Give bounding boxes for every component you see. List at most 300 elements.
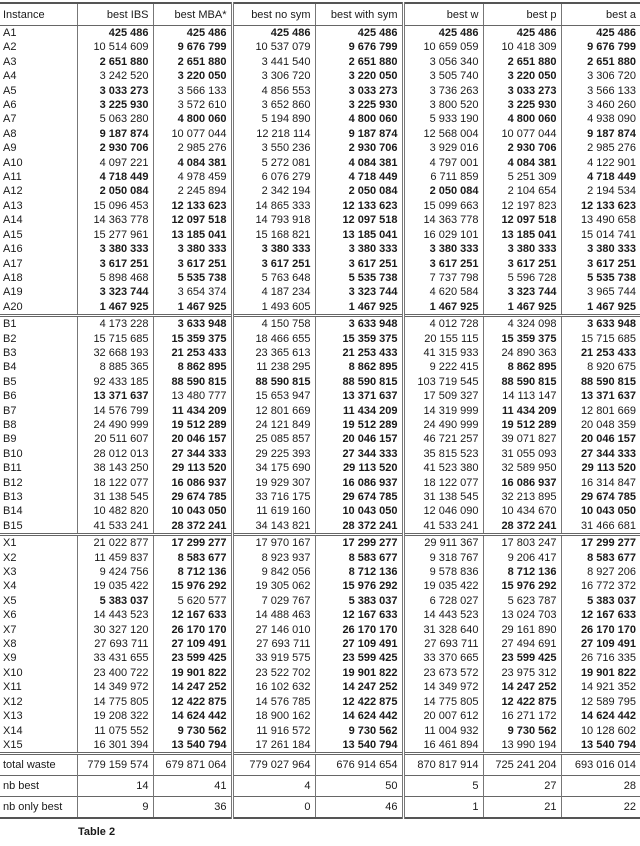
cell-best-ibs: 15 277 961 xyxy=(77,228,153,242)
header-best-ibs: best IBS xyxy=(77,3,153,26)
table-caption: Table 2 xyxy=(78,826,116,838)
cell-best-no-sym: 3 441 540 xyxy=(232,55,315,69)
table-row xyxy=(0,623,640,637)
instance-label: B7 xyxy=(3,404,17,417)
cell-best-ibs: 16 301 394 xyxy=(77,738,153,754)
cell-best-p: 10 418 309 xyxy=(483,40,561,54)
table-row xyxy=(0,709,640,723)
cell-best-w: 5 xyxy=(403,776,483,797)
instance-label: nb only best xyxy=(0,797,77,819)
cell-best-p: 16 271 172 xyxy=(483,709,561,723)
cell-best-with-sym: 13 540 794 xyxy=(315,738,403,754)
cell-best-mba: 12 422 875 xyxy=(153,695,232,709)
cell-best-p: 27 494 691 xyxy=(483,637,561,651)
cell-best-w: 4 797 001 xyxy=(403,156,483,170)
cell-best-p: 5 596 728 xyxy=(483,271,561,285)
cell-best-w: 3 617 251 xyxy=(403,257,483,271)
cell-best-ibs: 24 490 999 xyxy=(77,418,153,432)
table-row xyxy=(0,98,640,112)
instance-label: X12 xyxy=(3,695,23,708)
cell-best-a: 13 490 658 xyxy=(561,213,640,227)
cell-best-mba: 4 800 060 xyxy=(153,112,232,126)
table-row xyxy=(0,346,640,360)
table-row xyxy=(0,375,640,389)
cell-best-no-sym: 3 617 251 xyxy=(232,257,315,271)
cell-best-no-sym: 779 027 964 xyxy=(232,754,315,776)
cell-best-with-sym: 3 323 744 xyxy=(315,285,403,299)
cell-best-a: 27 344 333 xyxy=(561,447,640,461)
cell-best-a: 5 383 037 xyxy=(561,594,640,608)
table-row xyxy=(0,285,640,299)
cell-best-ibs: 8 885 365 xyxy=(77,360,153,374)
cell-best-ibs: 28 012 013 xyxy=(77,447,153,461)
cell-best-a: 20 048 359 xyxy=(561,418,640,432)
cell-best-mba: 4 084 381 xyxy=(153,156,232,170)
cell-best-a: 20 046 157 xyxy=(561,432,640,446)
cell-best-ibs: 425 486 xyxy=(77,26,153,41)
cell-best-with-sym: 4 084 381 xyxy=(315,156,403,170)
summary-row xyxy=(0,797,640,819)
instance-label: A15 xyxy=(3,228,23,241)
cell-best-a: 26 716 335 xyxy=(561,651,640,665)
cell-best-a: 15 715 685 xyxy=(561,332,640,346)
cell-best-w: 5 933 190 xyxy=(403,112,483,126)
table-row xyxy=(0,26,640,41)
table-row xyxy=(0,738,640,754)
cell-best-with-sym: 13 185 041 xyxy=(315,228,403,242)
table-row xyxy=(0,170,640,184)
cell-best-p: 13 024 703 xyxy=(483,608,561,622)
cell-best-a: 9 187 874 xyxy=(561,127,640,141)
cell-best-p: 3 225 930 xyxy=(483,98,561,112)
cell-best-p: 3 323 744 xyxy=(483,285,561,299)
cell-best-with-sym: 11 434 209 xyxy=(315,404,403,418)
cell-best-ibs: 14 363 778 xyxy=(77,213,153,227)
cell-best-p: 39 071 827 xyxy=(483,432,561,446)
cell-best-mba: 4 978 459 xyxy=(153,170,232,184)
cell-best-mba: 12 133 623 xyxy=(153,199,232,213)
cell-best-w: 35 815 523 xyxy=(403,447,483,461)
cell-best-ibs: 9 424 756 xyxy=(77,565,153,579)
cell-best-mba: 2 245 894 xyxy=(153,184,232,198)
cell-best-mba: 14 247 252 xyxy=(153,680,232,694)
cell-best-ibs: 11 075 552 xyxy=(77,724,153,738)
table-row xyxy=(0,156,640,170)
cell-best-ibs: 1 467 925 xyxy=(77,300,153,316)
cell-best-mba: 425 486 xyxy=(153,26,232,41)
cell-best-a: 4 122 901 xyxy=(561,156,640,170)
cell-best-a: 2 985 276 xyxy=(561,141,640,155)
cell-best-a: 9 676 799 xyxy=(561,40,640,54)
cell-best-w: 4 012 728 xyxy=(403,316,483,332)
cell-best-w: 15 099 663 xyxy=(403,199,483,213)
cell-best-a: 12 801 669 xyxy=(561,404,640,418)
cell-best-with-sym: 9 187 874 xyxy=(315,127,403,141)
cell-best-ibs: 14 xyxy=(77,776,153,797)
cell-best-no-sym: 11 619 160 xyxy=(232,504,315,518)
cell-best-a: 21 253 433 xyxy=(561,346,640,360)
cell-best-no-sym: 18 466 655 xyxy=(232,332,315,346)
cell-best-with-sym: 50 xyxy=(315,776,403,797)
instance-label: B2 xyxy=(3,332,17,345)
cell-best-with-sym: 28 372 241 xyxy=(315,519,403,535)
cell-best-p: 15 976 292 xyxy=(483,579,561,593)
instance-label: A4 xyxy=(3,70,17,83)
cell-best-w: 41 523 380 xyxy=(403,461,483,475)
instance-label: X8 xyxy=(3,638,17,651)
instance-label: B9 xyxy=(3,433,17,446)
cell-best-a: 16 314 847 xyxy=(561,476,640,490)
cell-best-p: 4 800 060 xyxy=(483,112,561,126)
cell-best-no-sym: 15 168 821 xyxy=(232,228,315,242)
cell-best-mba: 13 540 794 xyxy=(153,738,232,754)
cell-best-with-sym: 23 599 425 xyxy=(315,651,403,665)
cell-best-w: 425 486 xyxy=(403,26,483,41)
cell-best-ibs: 20 511 607 xyxy=(77,432,153,446)
cell-best-with-sym: 12 133 623 xyxy=(315,199,403,213)
cell-best-p: 3 033 273 xyxy=(483,84,561,98)
cell-best-a: 12 133 623 xyxy=(561,199,640,213)
instance-label: A8 xyxy=(3,127,17,140)
cell-best-no-sym: 33 919 575 xyxy=(232,651,315,665)
cell-best-w: 6 711 859 xyxy=(403,170,483,184)
cell-best-mba: 27 344 333 xyxy=(153,447,232,461)
cell-best-no-sym: 4 187 234 xyxy=(232,285,315,299)
cell-best-p: 29 161 890 xyxy=(483,623,561,637)
instance-label: A10 xyxy=(3,156,23,169)
cell-best-ibs: 32 668 193 xyxy=(77,346,153,360)
cell-best-with-sym: 2 930 706 xyxy=(315,141,403,155)
cell-best-ibs: 3 323 744 xyxy=(77,285,153,299)
instance-label: A6 xyxy=(3,99,17,112)
cell-best-p: 12 422 875 xyxy=(483,695,561,709)
table-row xyxy=(0,213,640,227)
table-row xyxy=(0,316,640,332)
cell-best-with-sym: 2 050 084 xyxy=(315,184,403,198)
cell-best-with-sym: 19 512 289 xyxy=(315,418,403,432)
cell-best-ibs: 13 371 637 xyxy=(77,389,153,403)
instance-label: X2 xyxy=(3,551,17,564)
table-row xyxy=(0,680,640,694)
cell-best-a: 3 306 720 xyxy=(561,69,640,83)
cell-best-w: 20 007 612 xyxy=(403,709,483,723)
cell-best-with-sym: 425 486 xyxy=(315,26,403,41)
cell-best-mba: 19 512 289 xyxy=(153,418,232,432)
cell-best-a: 26 170 170 xyxy=(561,623,640,637)
cell-best-mba: 2 985 276 xyxy=(153,141,232,155)
cell-best-a: 5 535 738 xyxy=(561,271,640,285)
cell-best-ibs: 14 775 805 xyxy=(77,695,153,709)
table-row xyxy=(0,271,640,285)
cell-best-no-sym: 14 488 463 xyxy=(232,608,315,622)
cell-best-ibs: 779 159 574 xyxy=(77,754,153,776)
cell-best-a: 3 380 333 xyxy=(561,242,640,256)
cell-best-mba: 5 620 577 xyxy=(153,594,232,608)
table-body xyxy=(0,26,640,819)
cell-best-with-sym: 21 253 433 xyxy=(315,346,403,360)
cell-best-mba: 3 654 374 xyxy=(153,285,232,299)
cell-best-w: 14 349 972 xyxy=(403,680,483,694)
instance-label: A3 xyxy=(3,55,17,68)
instance-label: A5 xyxy=(3,84,17,97)
cell-best-ibs: 5 898 468 xyxy=(77,271,153,285)
cell-best-w: 29 911 367 xyxy=(403,535,483,551)
cell-best-mba: 27 109 491 xyxy=(153,637,232,651)
table-row xyxy=(0,447,640,461)
cell-best-no-sym: 27 693 711 xyxy=(232,637,315,651)
cell-best-p: 32 589 950 xyxy=(483,461,561,475)
cell-best-a: 2 651 880 xyxy=(561,55,640,69)
cell-best-mba: 14 624 442 xyxy=(153,709,232,723)
cell-best-w: 46 721 257 xyxy=(403,432,483,446)
cell-best-p: 14 247 252 xyxy=(483,680,561,694)
instance-label: X6 xyxy=(3,609,17,622)
cell-best-with-sym: 8 862 895 xyxy=(315,360,403,374)
cell-best-w: 2 050 084 xyxy=(403,184,483,198)
cell-best-with-sym: 19 901 822 xyxy=(315,666,403,680)
cell-best-mba: 20 046 157 xyxy=(153,432,232,446)
cell-best-p: 9 206 417 xyxy=(483,551,561,565)
cell-best-ibs: 14 349 972 xyxy=(77,680,153,694)
cell-best-ibs: 10 482 820 xyxy=(77,504,153,518)
cell-best-mba: 9 730 562 xyxy=(153,724,232,738)
instance-label: A1 xyxy=(3,27,17,39)
instance-label: B12 xyxy=(3,476,23,489)
cell-best-mba: 1 467 925 xyxy=(153,300,232,316)
cell-best-w: 19 035 422 xyxy=(403,579,483,593)
instance-label: B13 xyxy=(3,491,23,503)
cell-best-no-sym: 17 970 167 xyxy=(232,535,315,551)
table-row xyxy=(0,184,640,198)
cell-best-w: 3 505 740 xyxy=(403,69,483,83)
instance-label: X3 xyxy=(3,566,17,579)
cell-best-w: 103 719 545 xyxy=(403,375,483,389)
table-row xyxy=(0,651,640,665)
cell-best-w: 10 659 059 xyxy=(403,40,483,54)
table-row xyxy=(0,418,640,432)
cell-best-a: 29 674 785 xyxy=(561,490,640,504)
cell-best-w: 14 443 523 xyxy=(403,608,483,622)
cell-best-no-sym: 6 076 279 xyxy=(232,170,315,184)
cell-best-no-sym: 425 486 xyxy=(232,26,315,41)
header-best-mba: best MBA* xyxy=(153,3,232,26)
cell-best-with-sym: 1 467 925 xyxy=(315,300,403,316)
cell-best-a: 12 167 633 xyxy=(561,608,640,622)
cell-best-w: 33 370 665 xyxy=(403,651,483,665)
instance-label: B5 xyxy=(3,375,17,388)
cell-best-with-sym: 27 109 491 xyxy=(315,637,403,651)
cell-best-a: 22 xyxy=(561,797,640,819)
summary-row xyxy=(0,754,640,776)
cell-best-ibs: 11 459 837 xyxy=(77,551,153,565)
cell-best-ibs: 19 208 322 xyxy=(77,709,153,723)
cell-best-p: 3 380 333 xyxy=(483,242,561,256)
cell-best-ibs: 23 400 722 xyxy=(77,666,153,680)
cell-best-no-sym: 27 146 010 xyxy=(232,623,315,637)
cell-best-with-sym: 8 583 677 xyxy=(315,551,403,565)
instance-label: X15 xyxy=(3,738,23,751)
cell-best-a: 3 460 260 xyxy=(561,98,640,112)
cell-best-w: 14 319 999 xyxy=(403,404,483,418)
instance-label: B8 xyxy=(3,418,17,431)
cell-best-no-sym: 88 590 815 xyxy=(232,375,315,389)
cell-best-ibs: 31 138 545 xyxy=(77,490,153,504)
cell-best-mba: 679 871 064 xyxy=(153,754,232,776)
cell-best-with-sym: 9 730 562 xyxy=(315,724,403,738)
cell-best-with-sym: 15 359 375 xyxy=(315,332,403,346)
cell-best-w: 1 467 925 xyxy=(403,300,483,316)
cell-best-no-sym: 3 306 720 xyxy=(232,69,315,83)
instance-label: X13 xyxy=(3,710,23,723)
cell-best-p: 9 730 562 xyxy=(483,724,561,738)
table-row xyxy=(0,594,640,608)
instance-label: X10 xyxy=(3,666,23,679)
cell-best-p: 725 241 204 xyxy=(483,754,561,776)
cell-best-ibs: 10 514 609 xyxy=(77,40,153,54)
cell-best-w: 870 817 914 xyxy=(403,754,483,776)
cell-best-with-sym: 3 617 251 xyxy=(315,257,403,271)
cell-best-with-sym: 15 976 292 xyxy=(315,579,403,593)
cell-best-mba: 16 086 937 xyxy=(153,476,232,490)
cell-best-ibs: 15 096 453 xyxy=(77,199,153,213)
table-row xyxy=(0,432,640,446)
cell-best-ibs: 27 693 711 xyxy=(77,637,153,651)
cell-best-w: 24 490 999 xyxy=(403,418,483,432)
cell-best-p: 5 623 787 xyxy=(483,594,561,608)
cell-best-w: 3 800 520 xyxy=(403,98,483,112)
cell-best-ibs: 3 242 520 xyxy=(77,69,153,83)
cell-best-w: 14 363 778 xyxy=(403,213,483,227)
cell-best-a: 4 718 449 xyxy=(561,170,640,184)
cell-best-no-sym: 3 380 333 xyxy=(232,242,315,256)
cell-best-ibs: 4 173 228 xyxy=(77,316,153,332)
cell-best-a: 28 xyxy=(561,776,640,797)
cell-best-a: 27 109 491 xyxy=(561,637,640,651)
cell-best-mba: 3 220 050 xyxy=(153,69,232,83)
cell-best-a: 3 965 744 xyxy=(561,285,640,299)
cell-best-a: 10 043 050 xyxy=(561,504,640,518)
cell-best-w: 23 673 572 xyxy=(403,666,483,680)
cell-best-ibs: 92 433 185 xyxy=(77,375,153,389)
cell-best-a: 14 624 442 xyxy=(561,709,640,723)
table-row xyxy=(0,695,640,709)
cell-best-p: 15 359 375 xyxy=(483,332,561,346)
cell-best-p: 21 xyxy=(483,797,561,819)
instance-label: X14 xyxy=(3,724,23,737)
cell-best-mba: 13 185 041 xyxy=(153,228,232,242)
instance-label: X7 xyxy=(3,623,17,636)
table-row xyxy=(0,551,640,565)
cell-best-ibs: 2 930 706 xyxy=(77,141,153,155)
cell-best-no-sym: 14 576 785 xyxy=(232,695,315,709)
cell-best-mba: 8 862 895 xyxy=(153,360,232,374)
cell-best-no-sym: 3 652 860 xyxy=(232,98,315,112)
header-best-a: best a xyxy=(561,3,640,26)
cell-best-no-sym: 4 856 553 xyxy=(232,84,315,98)
instance-label: A11 xyxy=(3,171,22,184)
cell-best-with-sym: 3 633 948 xyxy=(315,316,403,332)
cell-best-p: 2 651 880 xyxy=(483,55,561,69)
table-row xyxy=(0,257,640,271)
cell-best-with-sym: 4 800 060 xyxy=(315,112,403,126)
cell-best-w: 16 461 894 xyxy=(403,738,483,754)
cell-best-p: 17 803 247 xyxy=(483,535,561,551)
cell-best-p: 28 372 241 xyxy=(483,519,561,535)
cell-best-w: 18 122 077 xyxy=(403,476,483,490)
cell-best-p: 10 077 044 xyxy=(483,127,561,141)
cell-best-with-sym: 676 914 654 xyxy=(315,754,403,776)
cell-best-p: 10 434 670 xyxy=(483,504,561,518)
cell-best-with-sym: 17 299 277 xyxy=(315,535,403,551)
cell-best-mba: 28 372 241 xyxy=(153,519,232,535)
cell-best-with-sym: 27 344 333 xyxy=(315,447,403,461)
instance-label: A16 xyxy=(3,243,23,256)
cell-best-mba: 8 583 677 xyxy=(153,551,232,565)
cell-best-no-sym: 4 150 758 xyxy=(232,316,315,332)
cell-best-a: 19 901 822 xyxy=(561,666,640,680)
cell-best-with-sym: 29 674 785 xyxy=(315,490,403,504)
cell-best-mba: 17 299 277 xyxy=(153,535,232,551)
cell-best-w: 6 728 027 xyxy=(403,594,483,608)
cell-best-mba: 3 380 333 xyxy=(153,242,232,256)
cell-best-mba: 12 167 633 xyxy=(153,608,232,622)
cell-best-ibs: 41 533 241 xyxy=(77,519,153,535)
cell-best-with-sym: 12 422 875 xyxy=(315,695,403,709)
table-row xyxy=(0,724,640,738)
cell-best-no-sym: 15 653 947 xyxy=(232,389,315,403)
results-table xyxy=(0,2,640,819)
cell-best-no-sym: 9 842 056 xyxy=(232,565,315,579)
cell-best-p: 3 617 251 xyxy=(483,257,561,271)
instance-label: A14 xyxy=(3,214,23,227)
cell-best-mba: 10 077 044 xyxy=(153,127,232,141)
cell-best-ibs: 21 022 877 xyxy=(77,535,153,551)
cell-best-p: 16 086 937 xyxy=(483,476,561,490)
cell-best-p: 5 251 309 xyxy=(483,170,561,184)
cell-best-mba: 23 599 425 xyxy=(153,651,232,665)
table-row xyxy=(0,461,640,475)
cell-best-p: 4 324 098 xyxy=(483,316,561,332)
instance-label: B15 xyxy=(3,519,23,532)
cell-best-a: 8 927 206 xyxy=(561,565,640,579)
cell-best-ibs: 14 576 799 xyxy=(77,404,153,418)
cell-best-mba: 13 480 777 xyxy=(153,389,232,403)
cell-best-no-sym: 34 175 690 xyxy=(232,461,315,475)
cell-best-p: 88 590 815 xyxy=(483,375,561,389)
cell-best-no-sym: 23 522 702 xyxy=(232,666,315,680)
instance-label: B6 xyxy=(3,390,17,403)
cell-best-no-sym: 5 194 890 xyxy=(232,112,315,126)
cell-best-w: 41 533 241 xyxy=(403,519,483,535)
cell-best-p: 19 512 289 xyxy=(483,418,561,432)
cell-best-with-sym: 20 046 157 xyxy=(315,432,403,446)
cell-best-with-sym: 5 383 037 xyxy=(315,594,403,608)
cell-best-no-sym: 11 238 295 xyxy=(232,360,315,374)
cell-best-with-sym: 46 xyxy=(315,797,403,819)
cell-best-w: 3 380 333 xyxy=(403,242,483,256)
table-row xyxy=(0,127,640,141)
cell-best-ibs: 33 431 655 xyxy=(77,651,153,665)
cell-best-a: 425 486 xyxy=(561,26,640,41)
cell-best-mba: 19 901 822 xyxy=(153,666,232,680)
cell-best-w: 31 138 545 xyxy=(403,490,483,504)
cell-best-ibs: 9 187 874 xyxy=(77,127,153,141)
header-row xyxy=(0,3,640,26)
summary-row xyxy=(0,776,640,797)
table-row xyxy=(0,608,640,622)
cell-best-with-sym: 13 371 637 xyxy=(315,389,403,403)
instance-label: A18 xyxy=(3,271,23,284)
